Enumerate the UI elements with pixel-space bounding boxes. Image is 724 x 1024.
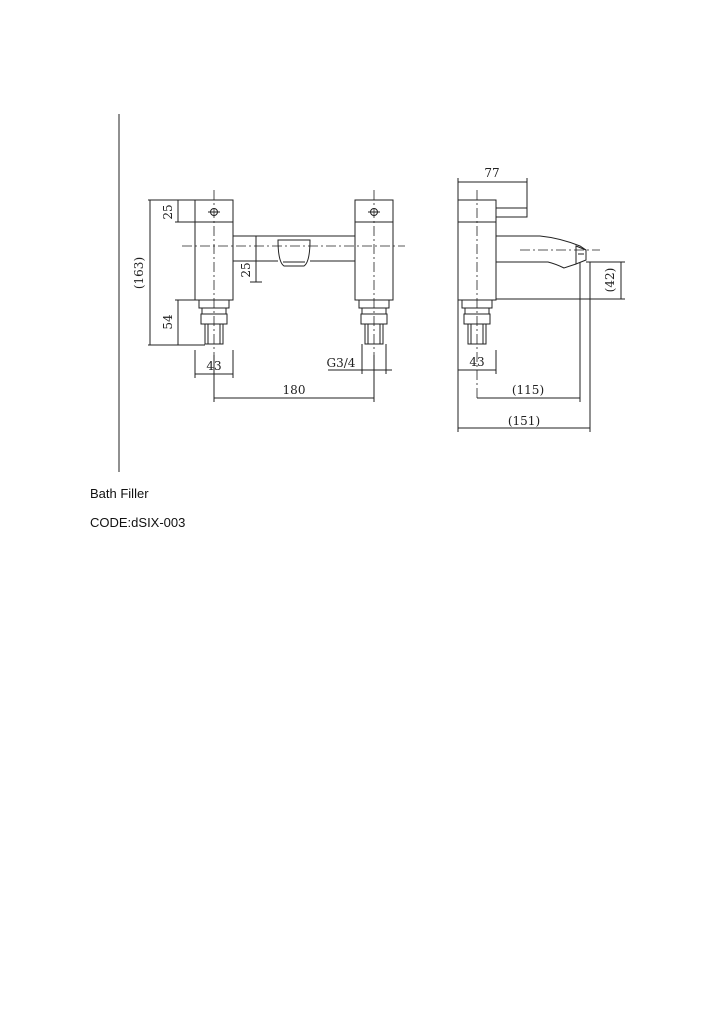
dim-side-handle: 77 bbox=[484, 166, 500, 180]
dim-front-top: 25 bbox=[161, 204, 175, 220]
lever-handle bbox=[496, 208, 527, 217]
side-spout bbox=[496, 236, 586, 250]
technical-drawing bbox=[0, 0, 724, 480]
dim-front-height: (163) bbox=[132, 256, 146, 290]
dim-front-spout: 25 bbox=[239, 262, 253, 278]
dim-side-outlet: (42) bbox=[603, 267, 617, 293]
dim-front-width: 43 bbox=[206, 359, 222, 373]
dim-side-overall: (151) bbox=[507, 414, 541, 428]
product-code: CODE:dSIX-003 bbox=[90, 515, 186, 530]
dim-thread: G3/4 bbox=[326, 356, 356, 370]
bath-filler-drawing bbox=[0, 0, 724, 480]
dim-side-projection: (115) bbox=[511, 383, 545, 397]
front-view bbox=[148, 190, 405, 402]
product-name: Bath Filler bbox=[90, 486, 149, 501]
dim-front-base: 54 bbox=[161, 314, 175, 330]
dim-centres: 180 bbox=[282, 383, 306, 397]
dim-side-width: 43 bbox=[469, 355, 485, 369]
